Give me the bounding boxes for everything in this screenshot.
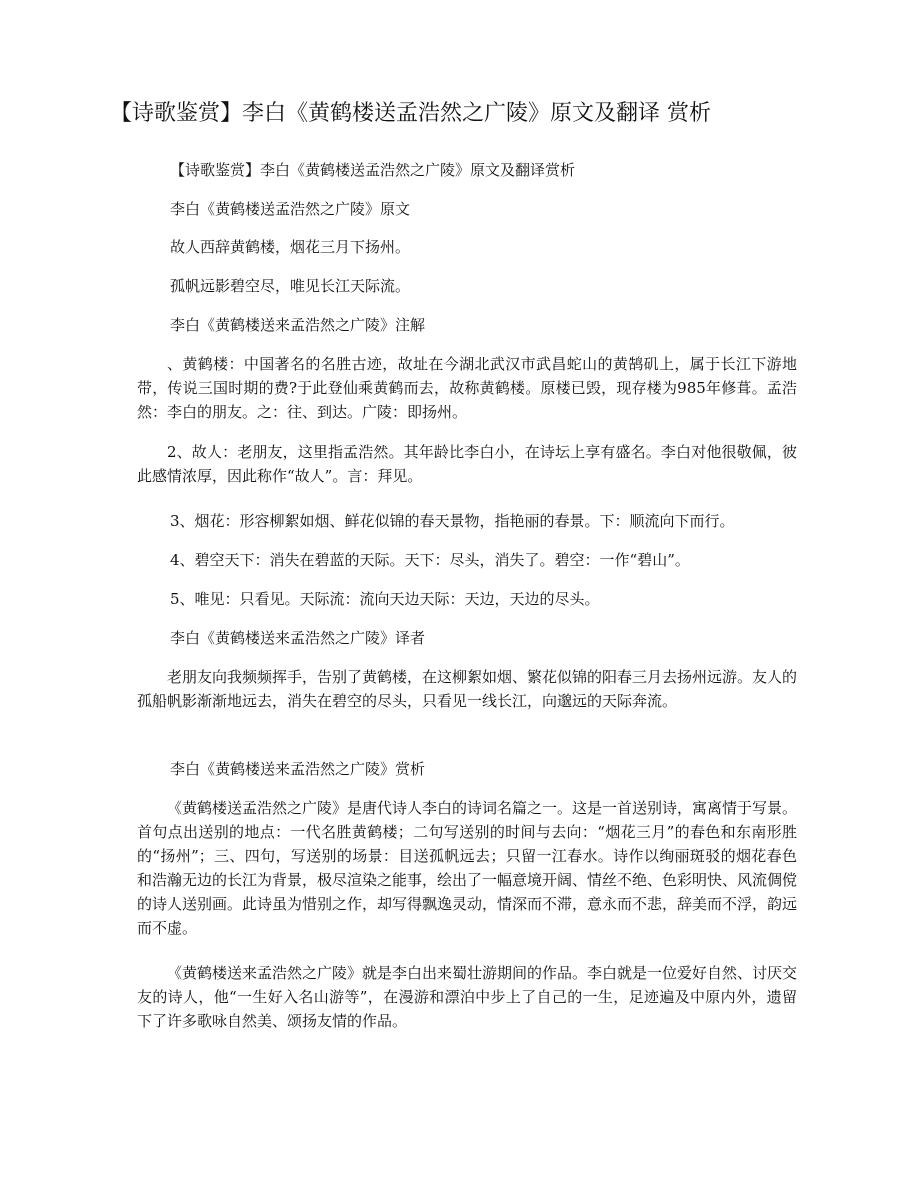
- note-5: 5、唯见：只看见。天际流：流向天边天际：天边，天边的尽头。: [170, 590, 600, 608]
- appreciation-paragraph-2: 《黄鹤楼送来孟浩然之广陵》就是李白出来蜀壮游期间的作品。李白就是一位爱好自然、讨厌交友的诗人，他“一生好入名山游等”，在漫游和漂泊中步上了自己的一生，足迹遍及中原内外，遗留下了许多歌咏自然美、颂扬友情的作品。: [137, 964, 798, 1030]
- subtitle-line: 【诗歌鉴赏】李白《黄鹤楼送孟浩然之广陵》原文及翻译赏析: [170, 161, 576, 179]
- document-title: 【诗歌鉴赏】李白《黄鹤楼送孟浩然之广陵》原文及翻译 赏析: [110, 101, 711, 126]
- notes-heading: 李白《黄鹤楼送来孟浩然之广陵》注解: [170, 316, 426, 334]
- note-1: 、黄鹤楼：中国著名的名胜古迹，故址在今湖北武汉市武昌蛇山的黄鹄矶上，属于长江下游地带，传说三国时期的费?于此登仙乘黄鹤而去，故称黄鹤楼。原楼已毁，现存楼为985年修葺。孟浩然：李白的朋友。之：往、到达。广陵：即扬州。: [137, 355, 797, 421]
- original-heading: 李白《黄鹤楼送孟浩然之广陵》原文: [170, 200, 411, 218]
- translation-paragraph: 老朋友向我频频挥手，告别了黄鹤楼，在这柳絮如烟、繁花似锦的阳春三月去扬州远游。友人的孤船帆影渐渐地远去，消失在碧空的尽头，只看见一线长江，向邈远的天际奔流。: [137, 668, 798, 710]
- poem-line-2: 孤帆远影碧空尽，唯见长江天际流。: [170, 277, 411, 295]
- note-2: 2、故人：老朋友，这里指孟浩然。其年龄比李白小，在诗坛上享有盛名。李白对他很敬佩，彼此感情浓厚，因此称作“故人”。言：拜见。: [137, 443, 797, 485]
- note-3: 3、烟花：形容柳絮如烟、鲜花似锦的春天景物，指艳丽的春景。下：顺流向下而行。: [170, 512, 735, 530]
- appreciation-paragraph-1: 《黄鹤楼送孟浩然之广陵》是唐代诗人李白的诗词名篇之一。这是一首送别诗，寓离情于写景。首句点出送别的地点：一代名胜黄鹤楼；二句写送别的时间与去向：“烟花三月”的春色和东南形胜的“扬州”；三、四句，写送别的场景：目送孤帆远去；只留一江春水。诗作以绚丽斑驳的烟花春色和浩瀚无边的长江为背景，极尽渲染之能事，绘出了一幅意境开阔、情丝不绝、色彩明快、风流倜傥的诗人送别画。此诗虽为惜别之作，却写得飘逸灵动，情深而不滞，意永而不悲，辞美而不浮，韵远而不虚。: [137, 799, 798, 937]
- note-4: 4、碧空天下：消失在碧蓝的天际。天下：尽头，消失了。碧空：一作“碧山”。: [170, 551, 690, 569]
- poem-line-1: 故人西辞黄鹤楼，烟花三月下扬州。: [170, 238, 411, 256]
- translation-heading: 李白《黄鹤楼送来孟浩然之广陵》译者: [170, 629, 426, 647]
- appreciation-heading: 李白《黄鹤楼送来孟浩然之广陵》赏析: [170, 760, 426, 778]
